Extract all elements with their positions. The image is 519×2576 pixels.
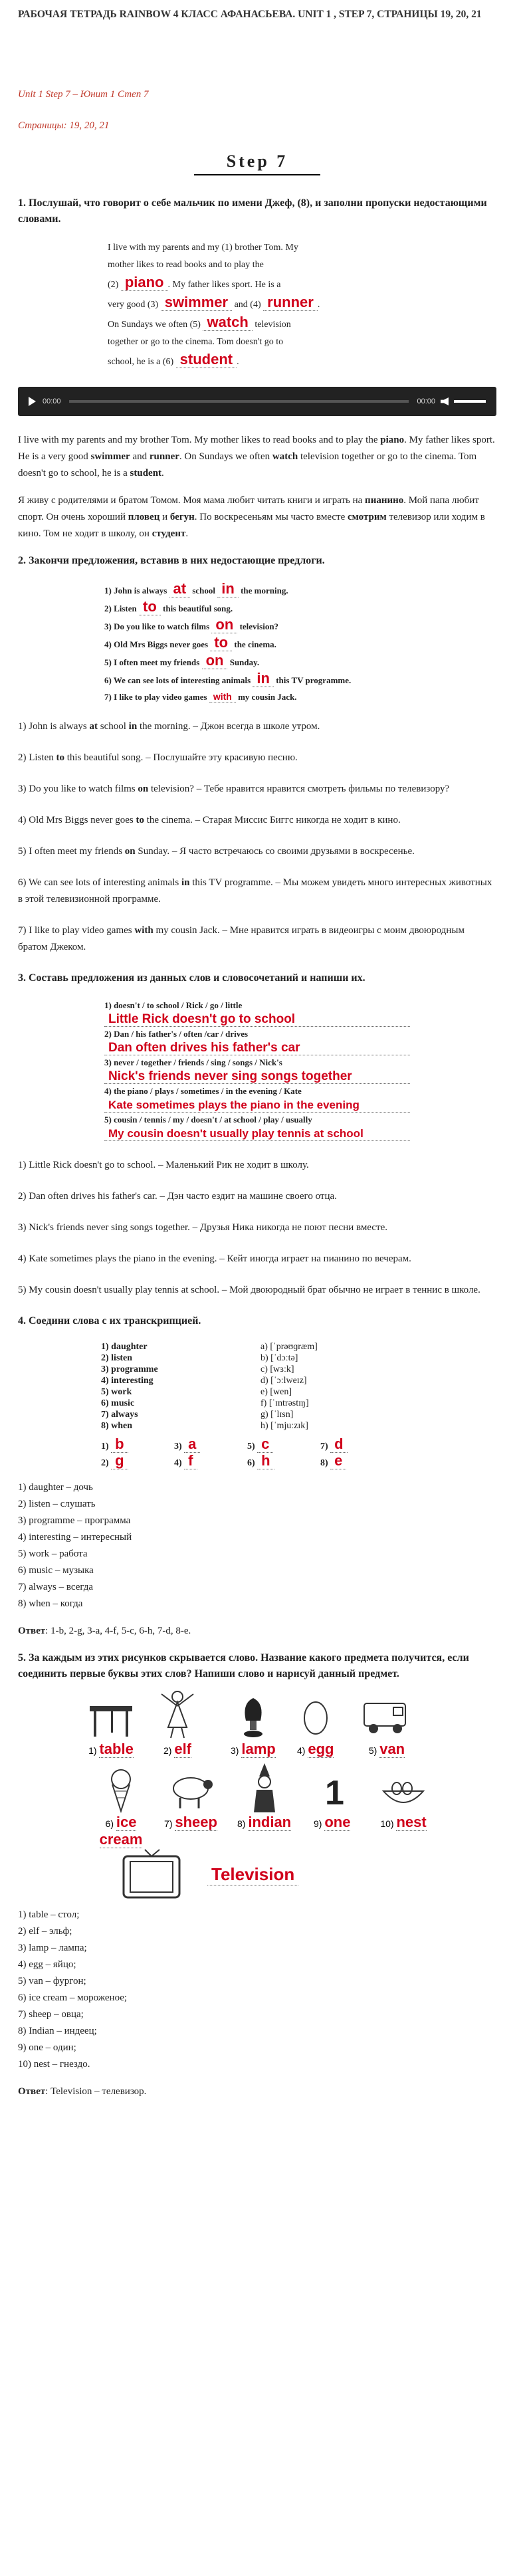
picture-television (121, 1847, 298, 1903)
ex1-text: mother likes to read books and to play the (108, 260, 264, 270)
speaker-icon[interactable] (441, 397, 449, 405)
ex5-pictures (18, 1694, 496, 1907)
indian-icon (245, 1761, 284, 1814)
ex4-list-item: 7) always – всегда (18, 1582, 94, 1592)
sheep-icon (164, 1767, 217, 1814)
ex3-answer-item: 2) Dan often drives his father's car. – Дэн часто ездит на машине своего отца. (18, 1191, 337, 1202)
ex4-trans: e) [wen] (260, 1387, 292, 1397)
ex4-answer: b (111, 1436, 128, 1453)
ex4-trans: b) [ˈdɔːtə] (260, 1353, 298, 1363)
ex5-list-item: 5) van – фургон; (18, 1976, 86, 1986)
picture-indian: 8) indian (237, 1761, 291, 1831)
ex4-answer-line: Ответ: 1-b, 2-g, 3-a, 4-f, 5-c, 6-h, 7-d, 8-e. (18, 1626, 191, 1636)
ex4-word: 7) always (101, 1410, 138, 1420)
ex2-answer-item: 7) I like to play video games with my cousin Jack. – Мне нравится играть в видеоигры с моим двоюродным братом Джеком. (18, 925, 465, 952)
ex2-answer: to (139, 598, 161, 615)
ex3-answer-item: 1) Little Rick doesn't go to school. – Маленький Рик не ходит в школу. (18, 1160, 309, 1170)
ex4-answer: g (111, 1452, 128, 1469)
ex4-list-item: 8) when – когда (18, 1598, 83, 1609)
ex4-trans: c) [wɜːk] (260, 1364, 294, 1374)
ex1-text: and (4) (234, 300, 261, 310)
ex4-card (101, 1341, 413, 1469)
ex1-text: . (317, 300, 320, 310)
ex4-list-item: 3) programme – программа (18, 1515, 131, 1526)
picture-elf: 2) elf (157, 1687, 197, 1758)
ex2-answer-item: 5) I often meet my friends on Sunday. – Я часто встречаюсь со своими друзьями в воскресенье. (18, 846, 415, 857)
ex4-word: 1) daughter (101, 1342, 148, 1352)
ex4-trans: g) [ˈlɪsn] (260, 1410, 294, 1420)
ex3-question: 1) doesn't / to school / Rick / go / little (104, 1000, 243, 1010)
article (18, 0, 496, 2111)
ex5-list-item: 6) ice cream – мороженое; (18, 1992, 128, 2003)
ex4-answer: d (330, 1436, 347, 1453)
ex4-word: 4) interesting (101, 1376, 154, 1386)
ex4-list-item: 5) work – работа (18, 1549, 88, 1559)
ex5-list-item: 9) one – один; (18, 2042, 76, 2053)
picture-sheep: 7) sheep (164, 1767, 217, 1831)
ex2-answer: on (202, 652, 228, 669)
ex2-answer-item: 3) Do you like to watch films on television? – Тебе нравится нравится смотреть фильмы по телевизору? (18, 784, 450, 794)
picture-lamp: 3) lamp (231, 1694, 276, 1758)
picture-table: 1) table (84, 1694, 138, 1758)
egg-icon (299, 1694, 332, 1741)
ex5-result: Television (207, 1864, 298, 1885)
ex4-list-item: 2) listen – слушать (18, 1499, 96, 1509)
ex2-line: 7) I like to play video games with my cousin Jack. (104, 691, 297, 702)
ex1-text: very good (3) (108, 300, 159, 310)
ex1-line (108, 294, 407, 314)
meta-pages: Страницы: 19, 20, 21 (18, 120, 110, 131)
ex2-line: 3) Do you like to watch films on television? (104, 616, 279, 633)
ex4-words (101, 1341, 158, 1432)
ex5-heading: 5. За каждым из этих рисунков скрывается слово. Название какого предмета получится, если соединить первые буквы этих слов? Напиши слово и нарисуй данный предмет. (18, 1652, 469, 1679)
ex1-line (108, 257, 407, 274)
ex3-question: 4) the piano / plays / sometimes / in the evening / Kate (104, 1086, 302, 1096)
ex1-heading: 1. Послушай, что говорит о себе мальчик по имени Джеф, (8), и заполни пропуски недостающими словами. (18, 197, 487, 225)
ex5-list-item: 1) table – стол; (18, 1909, 80, 1920)
ex2-answer: to (210, 634, 232, 651)
ex4-heading: 4. Соедини слова с их транскрипцией. (18, 1315, 201, 1327)
ex1-text: (2) (108, 280, 119, 290)
audio-progress-bar[interactable] (69, 400, 409, 403)
picture-van: 5) van (360, 1694, 413, 1758)
ex4-word: 3) programme (101, 1364, 158, 1374)
ex2-answer: in (217, 580, 239, 597)
ex3-card (104, 998, 410, 1141)
audio-player[interactable] (18, 387, 496, 416)
ex3-answers (18, 1157, 496, 1299)
ex2-line: 2) Listen to this beautiful song. (104, 598, 233, 615)
ex2-answer-item: 4) Old Mrs Biggs never goes to the cinema. – Старая Миссис Биггс никогда не ходит в кино. (18, 815, 401, 825)
page-title: РАБОЧАЯ ТЕТРАДЬ RAINBOW 4 КЛАСС АФАНАСЬЕВА. UNIT 1 , STEP 7, СТРАНИЦЫ 19, 20, 21 (18, 9, 482, 20)
ex4-trans: d) [ˈɔːlweɪz] (260, 1376, 307, 1386)
play-icon[interactable] (29, 397, 36, 406)
ex3-answer: Dan often drives his father's car (104, 1041, 410, 1055)
ex2-line: 6) We can see lots of interesting animals in this TV programme. (104, 670, 352, 687)
ex3-answer-item: 4) Kate sometimes plays the piano in the evening. – Кейт иногда играет на пианино по вечерам. (18, 1253, 411, 1264)
ex4-list-item: 6) music – музыка (18, 1565, 94, 1576)
ex3-question: 3) never / together / friends / sing / songs / Nick's (104, 1057, 282, 1067)
ex4-answer: e (330, 1452, 346, 1469)
ex5-list-item: 3) lamp – лампа; (18, 1943, 87, 1953)
ex4-match-grid: 1) b 3) a 5) c 7) d 2) g 4) f 6) h 8) e (101, 1438, 413, 1469)
ex1-card (108, 239, 407, 371)
ex5-answer-line: Ответ: Television – телевизор. (18, 2086, 147, 2097)
audio-time-start: 00:00 (43, 397, 61, 405)
ex4-word: 5) work (101, 1387, 132, 1397)
picture-one: 1 9) one (314, 1767, 350, 1831)
one-icon (316, 1767, 349, 1814)
ex1-answer: runner (263, 294, 318, 311)
ex4-columns (101, 1341, 413, 1432)
ex4-list-item: 4) interesting – интересный (18, 1532, 132, 1543)
step-underline (194, 174, 320, 175)
ex2-line: 4) Old Mrs Biggs never goes to the cinema. (104, 634, 276, 651)
ex4-trans: h) [ˈmjuːzɪk] (260, 1421, 308, 1431)
picture-nest: 10) nest (377, 1767, 430, 1831)
picture-ice-cream: 6) ice cream (91, 1767, 151, 1848)
ex2-answers (18, 718, 496, 956)
ex5-list-item: 7) sheep – овца; (18, 2009, 84, 2020)
ex3-answer: Kate sometimes plays the piano in the evening (104, 1098, 410, 1113)
table-icon (84, 1694, 138, 1741)
svg-text:1: 1 (324, 1774, 344, 1812)
van-icon (360, 1694, 413, 1741)
ex4-word: 2) listen (101, 1353, 133, 1363)
ex1-line (108, 351, 407, 371)
ex2-answer-item: 6) We can see lots of interesting animals in this TV programme. – Мы можем увидеть много интересных животных в этой телевизионной программе. (18, 877, 492, 905)
ex5-list (18, 1907, 496, 2073)
ex1-answer: piano (121, 274, 168, 291)
ex4-answer: a (184, 1436, 200, 1453)
ex4-word: 8) when (101, 1421, 133, 1431)
audio-time-end: 00:00 (417, 397, 435, 405)
ex3-question: 5) cousin / tennis / my / doesn't / at school / play / usually (104, 1115, 312, 1125)
ex1-line (108, 314, 407, 334)
ex1-answer: swimmer (161, 294, 232, 311)
ex2-line: 1) John is always at school in the morning. (104, 580, 288, 597)
ex2-answer: in (253, 670, 274, 687)
ex4-list (18, 1479, 496, 1612)
ex3-answer-item: 3) Nick's friends never sing songs together. – Друзья Ника никогда не поют песни вместе. (18, 1222, 387, 1233)
ex2-answer-item: 1) John is always at school in the morning. – Джон всегда в школе утром. (18, 721, 320, 732)
ex2-answer-item: 2) Listen to this beautiful song. – Послушайте эту красивую песню. (18, 752, 298, 763)
ex4-transcriptions (260, 1341, 413, 1432)
ex2-answer: with (209, 691, 236, 702)
ex3-answer: Nick's friends never sing songs together (104, 1069, 410, 1084)
television-icon (121, 1847, 187, 1903)
ex4-word: 6) music (101, 1398, 135, 1408)
ex1-text-ru: Я живу с родителями и братом Томом. Моя мама любит читать книги и играть на пианино. Мой папа любит спорт. Он очень хороший пловец и бегун. По воскресеньям мы часто вместе смотрим телевизор или ходим в кино. Том не ходит в школу, он студент. (18, 495, 485, 539)
ex5-list-item: 8) Indian – индеец; (18, 2026, 97, 2036)
ex4-answer: h (257, 1452, 274, 1469)
ex2-answer: on (211, 616, 237, 633)
ex1-text: . My father likes sport. He is a (167, 280, 281, 290)
ex1-answer: watch (203, 314, 252, 331)
ex3-question: 2) Dan / his father's / often /car / drives (104, 1029, 249, 1039)
ex4-list-item: 1) daughter – дочь (18, 1482, 93, 1493)
elf-icon (157, 1687, 197, 1741)
lamp-icon (237, 1694, 270, 1741)
ex3-answer: My cousin doesn't usually play tennis at school (104, 1127, 410, 1141)
ex5-list-item: 4) egg – яйцо; (18, 1959, 76, 1970)
ex1-text: television (255, 320, 291, 330)
ex5-list-item: 2) elf – эльф; (18, 1926, 72, 1937)
ex5-list-item: 10) nest – гнездо. (18, 2059, 90, 2070)
picture-egg: 4) egg (297, 1694, 334, 1758)
meta-unit: Unit 1 Step 7 – Юнит 1 Степ 7 (18, 89, 149, 100)
ex3-heading: 3. Составь предложения из данных слов и словосочетаний и напиши их. (18, 972, 365, 984)
ex1-text: On Sundays we often (5) (108, 320, 201, 330)
ex2-card (104, 581, 410, 705)
ex1-line (108, 239, 407, 257)
ex3-answer-item: 5) My cousin doesn't usually play tennis at school. – Мой двоюродный брат обычно не играет в теннис в школе. (18, 1285, 480, 1295)
ex4-trans: a) [ˈprəʊɡræm] (260, 1342, 318, 1352)
nest-icon (377, 1767, 430, 1814)
ex2-heading: 2. Закончи предложения, вставив в них недостающие предлоги. (18, 555, 325, 566)
ex1-text: together or go to the cinema. Tom doesn't go to (108, 337, 284, 347)
ex2-answer: at (169, 580, 191, 597)
ice-cream-icon (104, 1767, 138, 1814)
ex1-text-en: I live with my parents and my brother Tom. My mother likes to read books and to play the piano. My father likes sport. He is a very good swimmer and runner. On Sundays we often watch television together or go to the cinema. Tom doesn't go to school, he is a student. (18, 435, 495, 479)
ex1-text: . (237, 357, 239, 367)
ex1-answer: student (176, 351, 237, 368)
ex4-answer: c (257, 1436, 273, 1453)
ex4-trans: f) [ˈɪntrəstɪŋ] (260, 1398, 309, 1408)
volume-control[interactable] (441, 397, 486, 405)
ex2-line: 5) I often meet my friends on Sunday. (104, 652, 260, 669)
ex1-text: I live with my parents and my (1) brother Tom. My (108, 243, 298, 253)
ex4-answer: f (184, 1452, 197, 1469)
step-heading: Step 7 (226, 152, 288, 171)
ex1-line (108, 334, 407, 351)
ex1-line (108, 274, 407, 294)
ex1-text: school, he is a (6) (108, 357, 174, 367)
ex3-answer: Little Rick doesn't go to school (104, 1012, 410, 1027)
volume-slider[interactable] (454, 400, 486, 403)
